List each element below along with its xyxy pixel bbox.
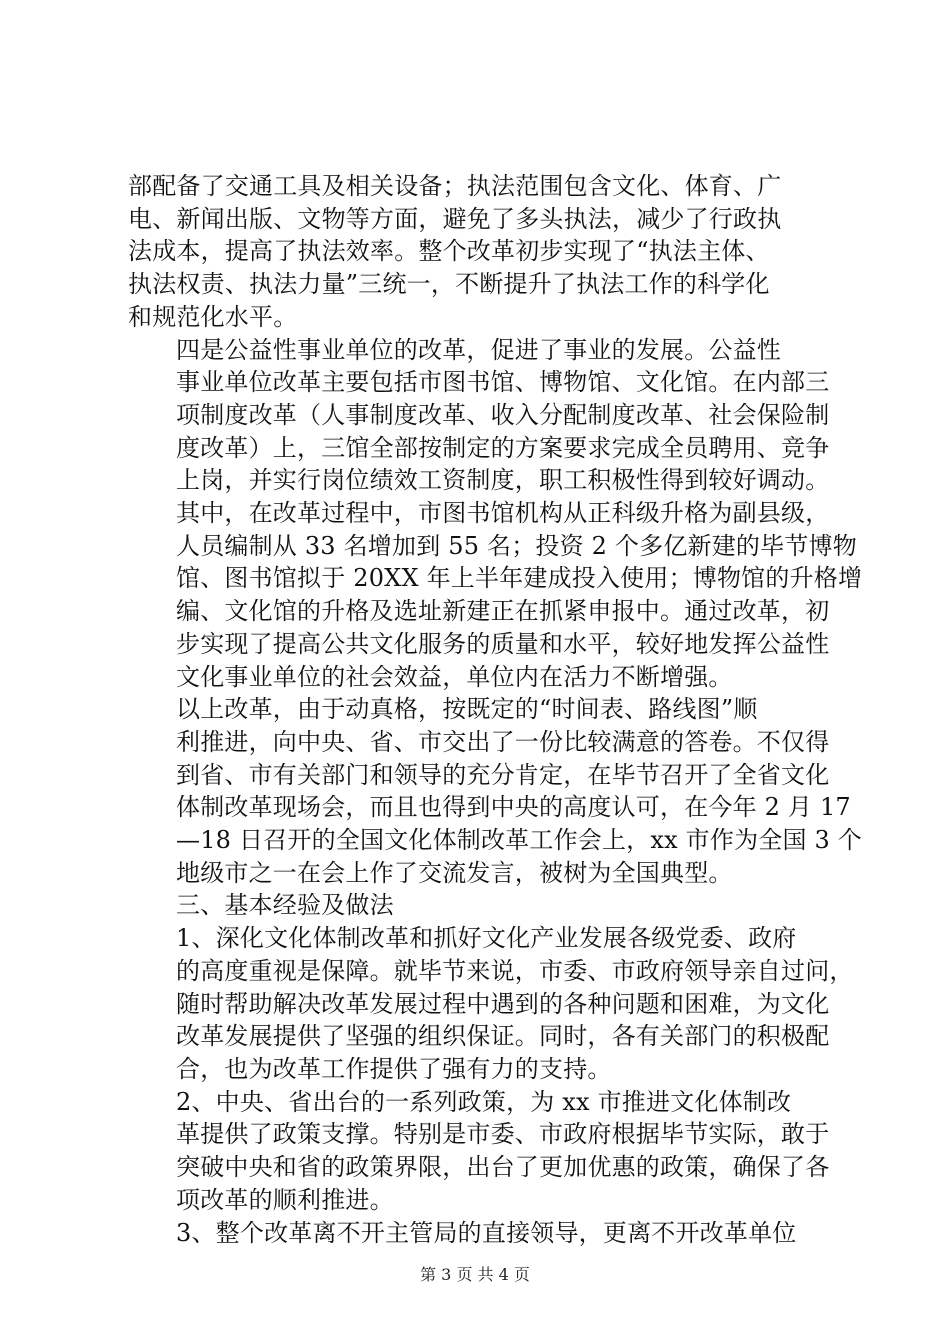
paragraph [128,1086,832,1217]
text-line: 突破中央和省的政策界限，出台了更加优惠的政策，确保了各 [176,1153,830,1182]
text-line: 革提供了政策支撑。特别是市委、市政府根据毕节实际，敢于 [176,1120,830,1149]
text-line: 1、深化文化体制改革和抓好文化产业发展各级党委、政府 [176,924,797,953]
text-line: 编、文化馆的升格及选址新建正在抓紧申报中。通过改革，初 [176,597,830,626]
paragraph [128,170,832,334]
text-line: 3、整个改革离不开主管局的直接领导，更离不开改革单位 [176,1218,797,1247]
text-line: 四是公益性事业单位的改革，促进了事业的发展。公益性 [176,335,781,364]
page-footer: 第 3 页 共 4 页 [420,1265,530,1284]
text-line: 以上改革，由于动真格，按既定的“时间表、路线图”顺 [176,695,758,724]
text-line: —18 日召开的全国文化体制改革工作会上，xx 市作为全国 3 个 [176,826,862,855]
text-line: 度改革）上，三馆全部按制定的方案要求完成全员聘用、竞争 [176,433,830,462]
text-line: 到省、市有关部门和领导的充分肯定，在毕节召开了全省文化 [176,760,830,789]
paragraph [128,1217,832,1250]
text-line: 上岗，并实行岗位绩效工资制度，职工积极性得到较好调动。 [176,466,830,495]
text-line: 馆、图书馆拟于 20XX 年上半年建成投入使用；博物馆的升格增 [176,564,863,593]
section-heading [128,889,832,922]
text-line: 和规范化水平。 [128,302,298,331]
text-line: 事业单位改革主要包括市图书馆、博物馆、文化馆。在内部三 [176,368,830,397]
text-line: 其中，在改革过程中，市图书馆机构从正科级升格为副县级， [176,499,830,528]
text-line: 随时帮助解决改革发展过程中遇到的各种问题和困难，为文化 [176,989,830,1018]
text-line: 体制改革现场会，而且也得到中央的高度认可，在今年 2 月 17 [176,793,851,822]
text-line: 合，也为改革工作提供了强有力的支持。 [176,1054,612,1083]
paragraph [128,334,863,694]
text-line: 三、基本经验及做法 [176,891,394,920]
text-line: 项改革的顺利推进。 [176,1185,394,1214]
text-line: 改革发展提供了坚强的组织保证。同时，各有关部门的积极配 [176,1022,830,1051]
text-line: 的高度重视是保障。就毕节来说，市委、市政府领导亲自过问， [176,956,854,985]
text-line: 法成本，提高了执法效率。整个改革初步实现了“执法主体、 [128,237,770,266]
text-line: 2、中央、省出台的一系列政策，为 xx 市推进文化体制改 [176,1087,792,1116]
document-body [128,170,863,1249]
text-line: 利推进，向中央、省、市交出了一份比较满意的答卷。不仅得 [176,727,830,756]
paragraph [128,922,854,1086]
paragraph [128,693,862,889]
text-line: 项制度改革（人事制度改革、收入分配制度改革、社会保险制 [176,400,830,429]
text-line: 电、新闻出版、文物等方面，避免了多头执法，减少了行政执 [128,204,782,233]
text-line: 步实现了提高公共文化服务的质量和水平，较好地发挥公益性 [176,629,830,658]
text-line: 部配备了交通工具及相关设备；执法范围包含文化、体育、广 [128,172,782,200]
text-line: 人员编制从 33 名增加到 55 名；投资 2 个多亿新建的毕节博物 [176,531,857,560]
text-line: 文化事业单位的社会效益，单位内在活力不断增强。 [176,662,733,691]
text-line: 地级市之一在会上作了交流发言，被树为全国典型。 [176,858,733,887]
text-line: 执法权责、执法力量”三统一，不断提升了执法工作的科学化 [128,270,770,299]
